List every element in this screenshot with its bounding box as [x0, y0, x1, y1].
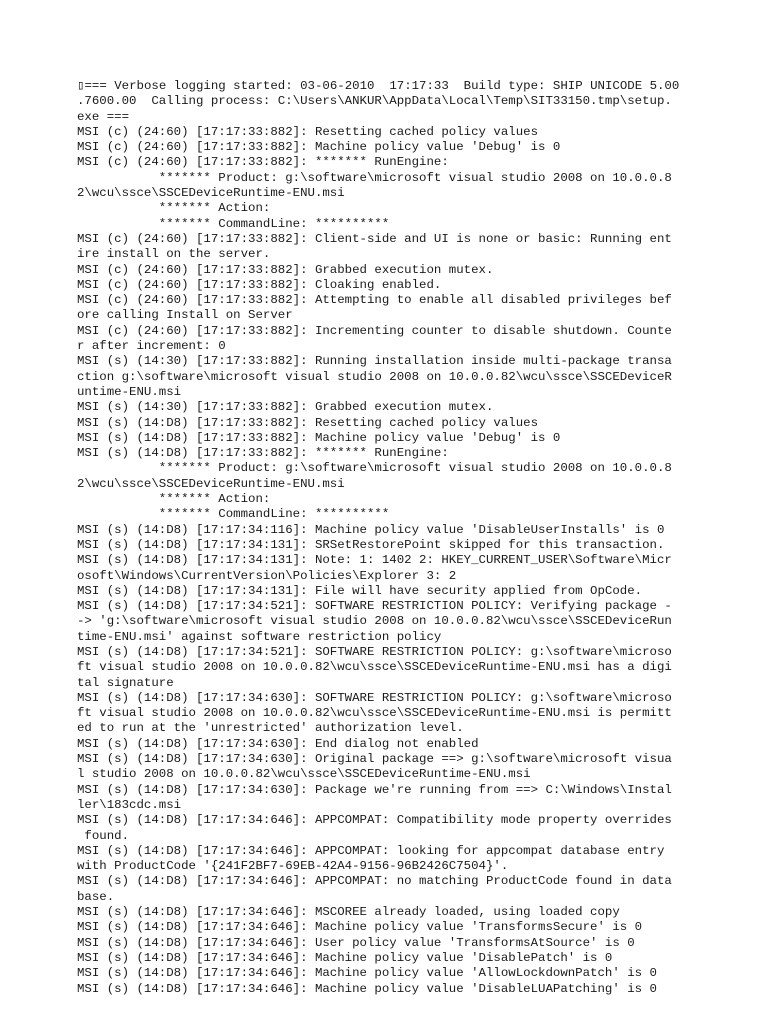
log-line: MSI (s) (14:D8) [17:17:34:131]: File will have security applied from OpCode. — [77, 583, 643, 598]
log-line: found. — [77, 828, 130, 843]
log-line: ler\183cdc.msi — [77, 797, 182, 812]
log-line: ft visual studio 2008 on 10.0.0.82\wcu\ssce\SSCEDeviceRuntime-ENU.msi is permitt — [77, 706, 672, 721]
log-line: MSI (c) (24:60) [17:17:33:882]: Client-side and UI is none or basic: Running ent — [77, 231, 672, 246]
log-line: MSI (s) (14:D8) [17:17:34:646]: APPCOMPAT: looking for appcompat database entry — [77, 843, 665, 858]
log-line: ft visual studio 2008 on 10.0.0.82\wcu\ssce\SSCEDeviceRuntime-ENU.msi has a digi — [77, 660, 672, 675]
log-line: MSI (c) (24:60) [17:17:33:882]: ******* RunEngine: — [77, 155, 449, 170]
log-line: MSI (c) (24:60) [17:17:33:882]: Attempting to enable all disabled privileges bef — [77, 293, 672, 308]
log-line: ction g:\software\microsoft visual studio 2008 on 10.0.0.82\wcu\ssce\SSCEDeviceR — [77, 369, 672, 384]
log-line: MSI (s) (14:D8) [17:17:34:646]: APPCOMPAT: Compatibility mode property overrides — [77, 813, 672, 828]
log-line: MSI (s) (14:D8) [17:17:34:116]: Machine policy value 'DisableUserInstalls' is 0 — [77, 522, 665, 537]
log-line: ******* Action: — [77, 492, 271, 507]
log-line: MSI (c) (24:60) [17:17:33:882]: Resetting cached policy values — [77, 124, 539, 139]
log-line: MSI (s) (14:D8) [17:17:34:646]: APPCOMPAT: no matching ProductCode found in data — [77, 874, 672, 889]
log-line: MSI (s) (14:30) [17:17:33:882]: Grabbed execution mutex. — [77, 400, 494, 415]
log-line: MSI (s) (14:30) [17:17:33:882]: Running installation inside multi-package transa — [77, 354, 672, 369]
log-line: MSI (s) (14:D8) [17:17:34:630]: Original package ==> g:\software\microsoft visua — [77, 752, 672, 767]
log-line: MSI (s) (14:D8) [17:17:34:646]: MSCOREE already loaded, using loaded copy — [77, 905, 620, 920]
log-line: exe === — [77, 109, 130, 124]
log-line: MSI (s) (14:D8) [17:17:34:521]: SOFTWARE RESTRICTION POLICY: g:\software\microso — [77, 644, 672, 659]
log-line: osoft\Windows\CurrentVersion\Policies\Explorer 3: 2 — [77, 568, 457, 583]
log-line: MSI (s) (14:D8) [17:17:34:521]: SOFTWARE RESTRICTION POLICY: Verifying package - — [77, 599, 672, 614]
log-line: MSI (s) (14:D8) [17:17:33:882]: Resetting cached policy values — [77, 415, 539, 430]
log-line: ******* CommandLine: ********** — [77, 216, 390, 231]
log-line: MSI (s) (14:D8) [17:17:34:646]: Machine policy value 'AllowLockdownPatch' is 0 — [77, 966, 657, 981]
log-line: MSI (c) (24:60) [17:17:33:882]: Machine policy value 'Debug' is 0 — [77, 140, 561, 155]
log-line: MSI (s) (14:D8) [17:17:34:131]: SRSetRestorePoint skipped for this transaction. — [77, 537, 665, 552]
log-line: r after increment: 0 — [77, 339, 226, 354]
log-line: .7600.00 Calling process: C:\Users\ANKUR\AppData\Local\Temp\SIT33150.tmp\setup. — [77, 94, 672, 109]
log-line: MSI (s) (14:D8) [17:17:34:646]: User policy value 'TransformsAtSource' is 0 — [77, 935, 635, 950]
log-line: MSI (c) (24:60) [17:17:33:882]: Incrementing counter to disable shutdown. Counte — [77, 323, 672, 338]
log-line: ******* CommandLine: ********** — [77, 507, 390, 522]
log-line: 2\wcu\ssce\SSCEDeviceRuntime-ENU.msi — [77, 186, 345, 201]
log-line: MSI (s) (14:D8) [17:17:34:630]: Package we're running from ==> C:\Windows\Instal — [77, 782, 672, 797]
log-line: ire install on the server. — [77, 247, 271, 262]
log-line: MSI (s) (14:D8) [17:17:33:882]: Machine policy value 'Debug' is 0 — [77, 430, 561, 445]
log-line: l studio 2008 on 10.0.0.82\wcu\ssce\SSCEDeviceRuntime-ENU.msi — [77, 767, 531, 782]
log-line: ******* Product: g:\software\microsoft visual studio 2008 on 10.0.0.8 — [77, 170, 672, 185]
log-line: ▯=== Verbose logging started: 03-06-2010 17:17:33 Build type: SHIP UNICODE 5.00 — [77, 79, 680, 93]
log-line: MSI (c) (24:60) [17:17:33:882]: Grabbed execution mutex. — [77, 262, 494, 277]
log-line: tal signature — [77, 675, 174, 690]
log-line: MSI (s) (14:D8) [17:17:34:646]: Machine policy value 'DisablePatch' is 0 — [77, 950, 613, 965]
log-line: ******* Action: — [77, 201, 271, 216]
log-line: ******* Product: g:\software\microsoft visual studio 2008 on 10.0.0.8 — [77, 461, 672, 476]
log-line: untime-ENU.msi — [77, 384, 182, 399]
log-line: MSI (s) (14:D8) [17:17:34:646]: Machine policy value 'DisableLUAPatching' is 0 — [77, 981, 657, 996]
log-line: ore calling Install on Server — [77, 308, 293, 323]
log-line: MSI (s) (14:D8) [17:17:34:630]: SOFTWARE RESTRICTION POLICY: g:\software\microso — [77, 690, 672, 705]
log-line: MSI (s) (14:D8) [17:17:34:646]: Machine policy value 'TransformsSecure' is 0 — [77, 920, 643, 935]
log-line: MSI (c) (24:60) [17:17:33:882]: Cloaking enabled. — [77, 277, 442, 292]
log-line: time-ENU.msi' against software restriction policy — [77, 629, 442, 644]
log-line: 2\wcu\ssce\SSCEDeviceRuntime-ENU.msi — [77, 476, 345, 491]
log-line: with ProductCode '{241F2BF7-69EB-42A4-9156-96B2426C7504}'. — [77, 859, 509, 874]
log-line: MSI (s) (14:D8) [17:17:33:882]: ******* RunEngine: — [77, 446, 449, 461]
log-line: MSI (s) (14:D8) [17:17:34:630]: End dialog not enabled — [77, 736, 479, 751]
log-line: -> 'g:\software\microsoft visual studio 2008 on 10.0.0.82\wcu\ssce\SSCEDeviceRun — [77, 614, 672, 629]
log-line: ed to run at the 'unrestricted' authorization level. — [77, 721, 464, 736]
log-line: base. — [77, 889, 115, 904]
log-line: MSI (s) (14:D8) [17:17:34:131]: Note: 1: 1402 2: HKEY_CURRENT_USER\Software\Micr — [77, 553, 672, 568]
verbose-log-text — [77, 79, 757, 997]
